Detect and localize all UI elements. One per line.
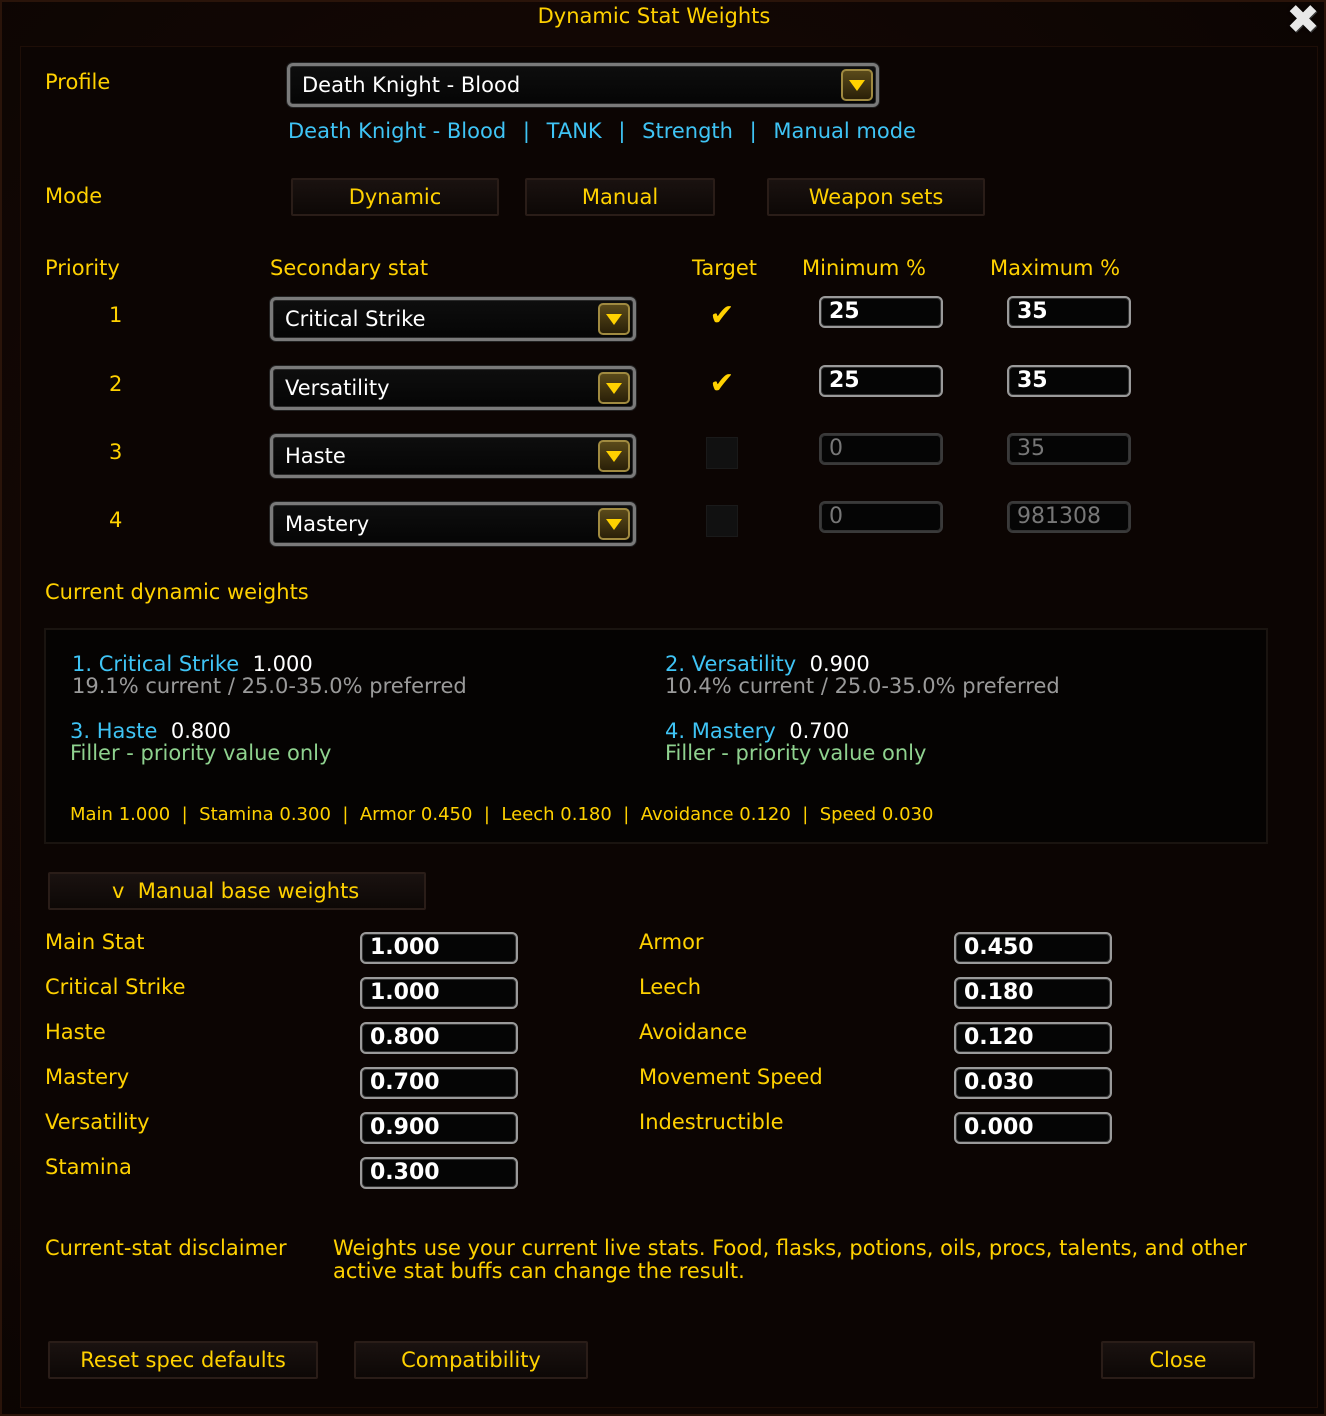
- mode-label: Mode: [45, 184, 103, 208]
- target-checkbox[interactable]: [706, 505, 738, 537]
- profile-info-role: TANK: [546, 119, 602, 143]
- maximum-header: Maximum %: [990, 256, 1121, 280]
- minimum-header: Minimum %: [802, 256, 926, 280]
- stat-dropdown-value: Haste: [285, 444, 346, 468]
- weight-entry-title: [665, 652, 870, 676]
- weight-entry-value: 1.000: [252, 652, 313, 676]
- weight-entry-detail: Filler - priority value only: [665, 741, 927, 765]
- profile-dropdown-value: Death Knight - Blood: [302, 73, 521, 97]
- profile-label: Profile: [45, 70, 111, 94]
- weight-entry-name: 3. Haste: [70, 719, 158, 743]
- chevron-down-icon[interactable]: [598, 508, 630, 540]
- maximum-input: 981308: [1007, 501, 1131, 533]
- priority-header: Priority: [45, 256, 120, 280]
- weight-label: Critical Strike: [45, 975, 186, 999]
- weight-input[interactable]: 0.800: [360, 1022, 518, 1054]
- weight-entry-title: [70, 719, 231, 743]
- disclaimer-text-line2: active stat buffs can change the result.: [333, 1259, 745, 1283]
- priority-number: 2: [109, 372, 123, 396]
- weight-input[interactable]: 0.120: [954, 1022, 1112, 1054]
- weight-entry-title: [72, 652, 313, 676]
- window-title: Dynamic Stat Weights: [537, 4, 771, 28]
- mode-dynamic-button[interactable]: Dynamic: [291, 178, 499, 216]
- maximum-input[interactable]: 35: [1007, 296, 1131, 328]
- profile-info-mode: Manual mode: [773, 119, 916, 143]
- weight-label: Armor: [639, 930, 704, 954]
- weight-input[interactable]: 0.300: [360, 1157, 518, 1189]
- minimum-input: 0: [819, 433, 943, 465]
- priority-number: 4: [109, 508, 123, 532]
- minimum-input: 0: [819, 501, 943, 533]
- weight-input[interactable]: 1.000: [360, 932, 518, 964]
- chevron-down-icon[interactable]: [598, 372, 630, 404]
- weight-entry-name: 4. Mastery: [665, 719, 776, 743]
- mode-manual-button[interactable]: Manual: [525, 178, 715, 216]
- weight-input[interactable]: 0.180: [954, 977, 1112, 1009]
- profile-info-mainstat: Strength: [642, 119, 733, 143]
- weight-label: Stamina: [45, 1155, 132, 1179]
- weight-input[interactable]: 0.700: [360, 1067, 518, 1099]
- priority-number: 1: [109, 303, 123, 327]
- stat-dropdown[interactable]: [270, 366, 636, 410]
- close-button[interactable]: Close: [1101, 1341, 1255, 1379]
- minimum-input[interactable]: 25: [819, 365, 943, 397]
- maximum-input[interactable]: 35: [1007, 365, 1131, 397]
- weight-entry-detail: 10.4% current / 25.0-35.0% preferred: [665, 674, 1060, 698]
- weight-input[interactable]: 1.000: [360, 977, 518, 1009]
- weight-input[interactable]: 0.450: [954, 932, 1112, 964]
- weights-summary: Main 1.000 | Stamina 0.300 | Armor 0.450 | Leech 0.180 | Avoidance 0.120 | Speed 0.030: [70, 804, 934, 825]
- stat-dropdown-value: Versatility: [285, 376, 390, 400]
- profile-dropdown[interactable]: [287, 63, 879, 107]
- disclaimer-label: Current-stat disclaimer: [45, 1236, 287, 1260]
- weight-entry-value: 0.900: [809, 652, 870, 676]
- disclaimer-text-line1: Weights use your current live stats. Food, flasks, potions, oils, procs, talents, and other: [333, 1236, 1247, 1260]
- weight-label: Movement Speed: [639, 1065, 823, 1089]
- weight-label: Leech: [639, 975, 702, 999]
- close-icon[interactable]: ✖: [1286, 0, 1320, 43]
- weight-label: Haste: [45, 1020, 106, 1044]
- weight-label: Indestructible: [639, 1110, 784, 1134]
- weight-entry-value: 0.800: [170, 719, 231, 743]
- target-header: Target: [692, 256, 757, 280]
- target-checkbox[interactable]: ✔: [709, 298, 735, 333]
- separator: |: [618, 119, 626, 143]
- profile-info-spec: Death Knight - Blood: [288, 119, 507, 143]
- secondary-stat-header: Secondary stat: [270, 256, 429, 280]
- weight-input[interactable]: 0.900: [360, 1112, 518, 1144]
- mode-weapon-sets-button[interactable]: Weapon sets: [767, 178, 985, 216]
- separator: |: [522, 119, 530, 143]
- weight-label: Avoidance: [639, 1020, 748, 1044]
- stat-dropdown-value: Mastery: [285, 512, 370, 536]
- stat-dropdown-value: Critical Strike: [285, 307, 426, 331]
- stat-dropdown[interactable]: [270, 434, 636, 478]
- chevron-down-icon[interactable]: [841, 69, 873, 101]
- target-checkbox[interactable]: [706, 437, 738, 469]
- weight-input[interactable]: 0.030: [954, 1067, 1112, 1099]
- weight-entry-detail: Filler - priority value only: [70, 741, 332, 765]
- weight-input[interactable]: 0.000: [954, 1112, 1112, 1144]
- current-weights-label: Current dynamic weights: [45, 580, 309, 604]
- weight-entry-title: [665, 719, 849, 743]
- reset-spec-defaults-button[interactable]: Reset spec defaults: [48, 1341, 318, 1379]
- maximum-input: 35: [1007, 433, 1131, 465]
- minimum-input[interactable]: 25: [819, 296, 943, 328]
- weight-entry-detail: 19.1% current / 25.0-35.0% preferred: [72, 674, 467, 698]
- weight-label: Mastery: [45, 1065, 130, 1089]
- compatibility-button[interactable]: Compatibility: [354, 1341, 588, 1379]
- target-checkbox[interactable]: ✔: [709, 366, 735, 401]
- weight-entry-name: 2. Versatility: [665, 652, 797, 676]
- weight-label: Versatility: [45, 1110, 150, 1134]
- chevron-down-icon[interactable]: [598, 303, 630, 335]
- priority-number: 3: [109, 440, 123, 464]
- weight-label: Main Stat: [45, 930, 145, 954]
- separator: |: [749, 119, 757, 143]
- stat-dropdown[interactable]: [270, 297, 636, 341]
- weight-entry-value: 0.700: [789, 719, 850, 743]
- weight-entry-name: 1. Critical Strike: [72, 652, 240, 676]
- manual-weights-toggle[interactable]: v Manual base weights: [48, 872, 426, 910]
- chevron-down-icon[interactable]: [598, 440, 630, 472]
- profile-info-line: [288, 119, 916, 143]
- stat-dropdown[interactable]: [270, 502, 636, 546]
